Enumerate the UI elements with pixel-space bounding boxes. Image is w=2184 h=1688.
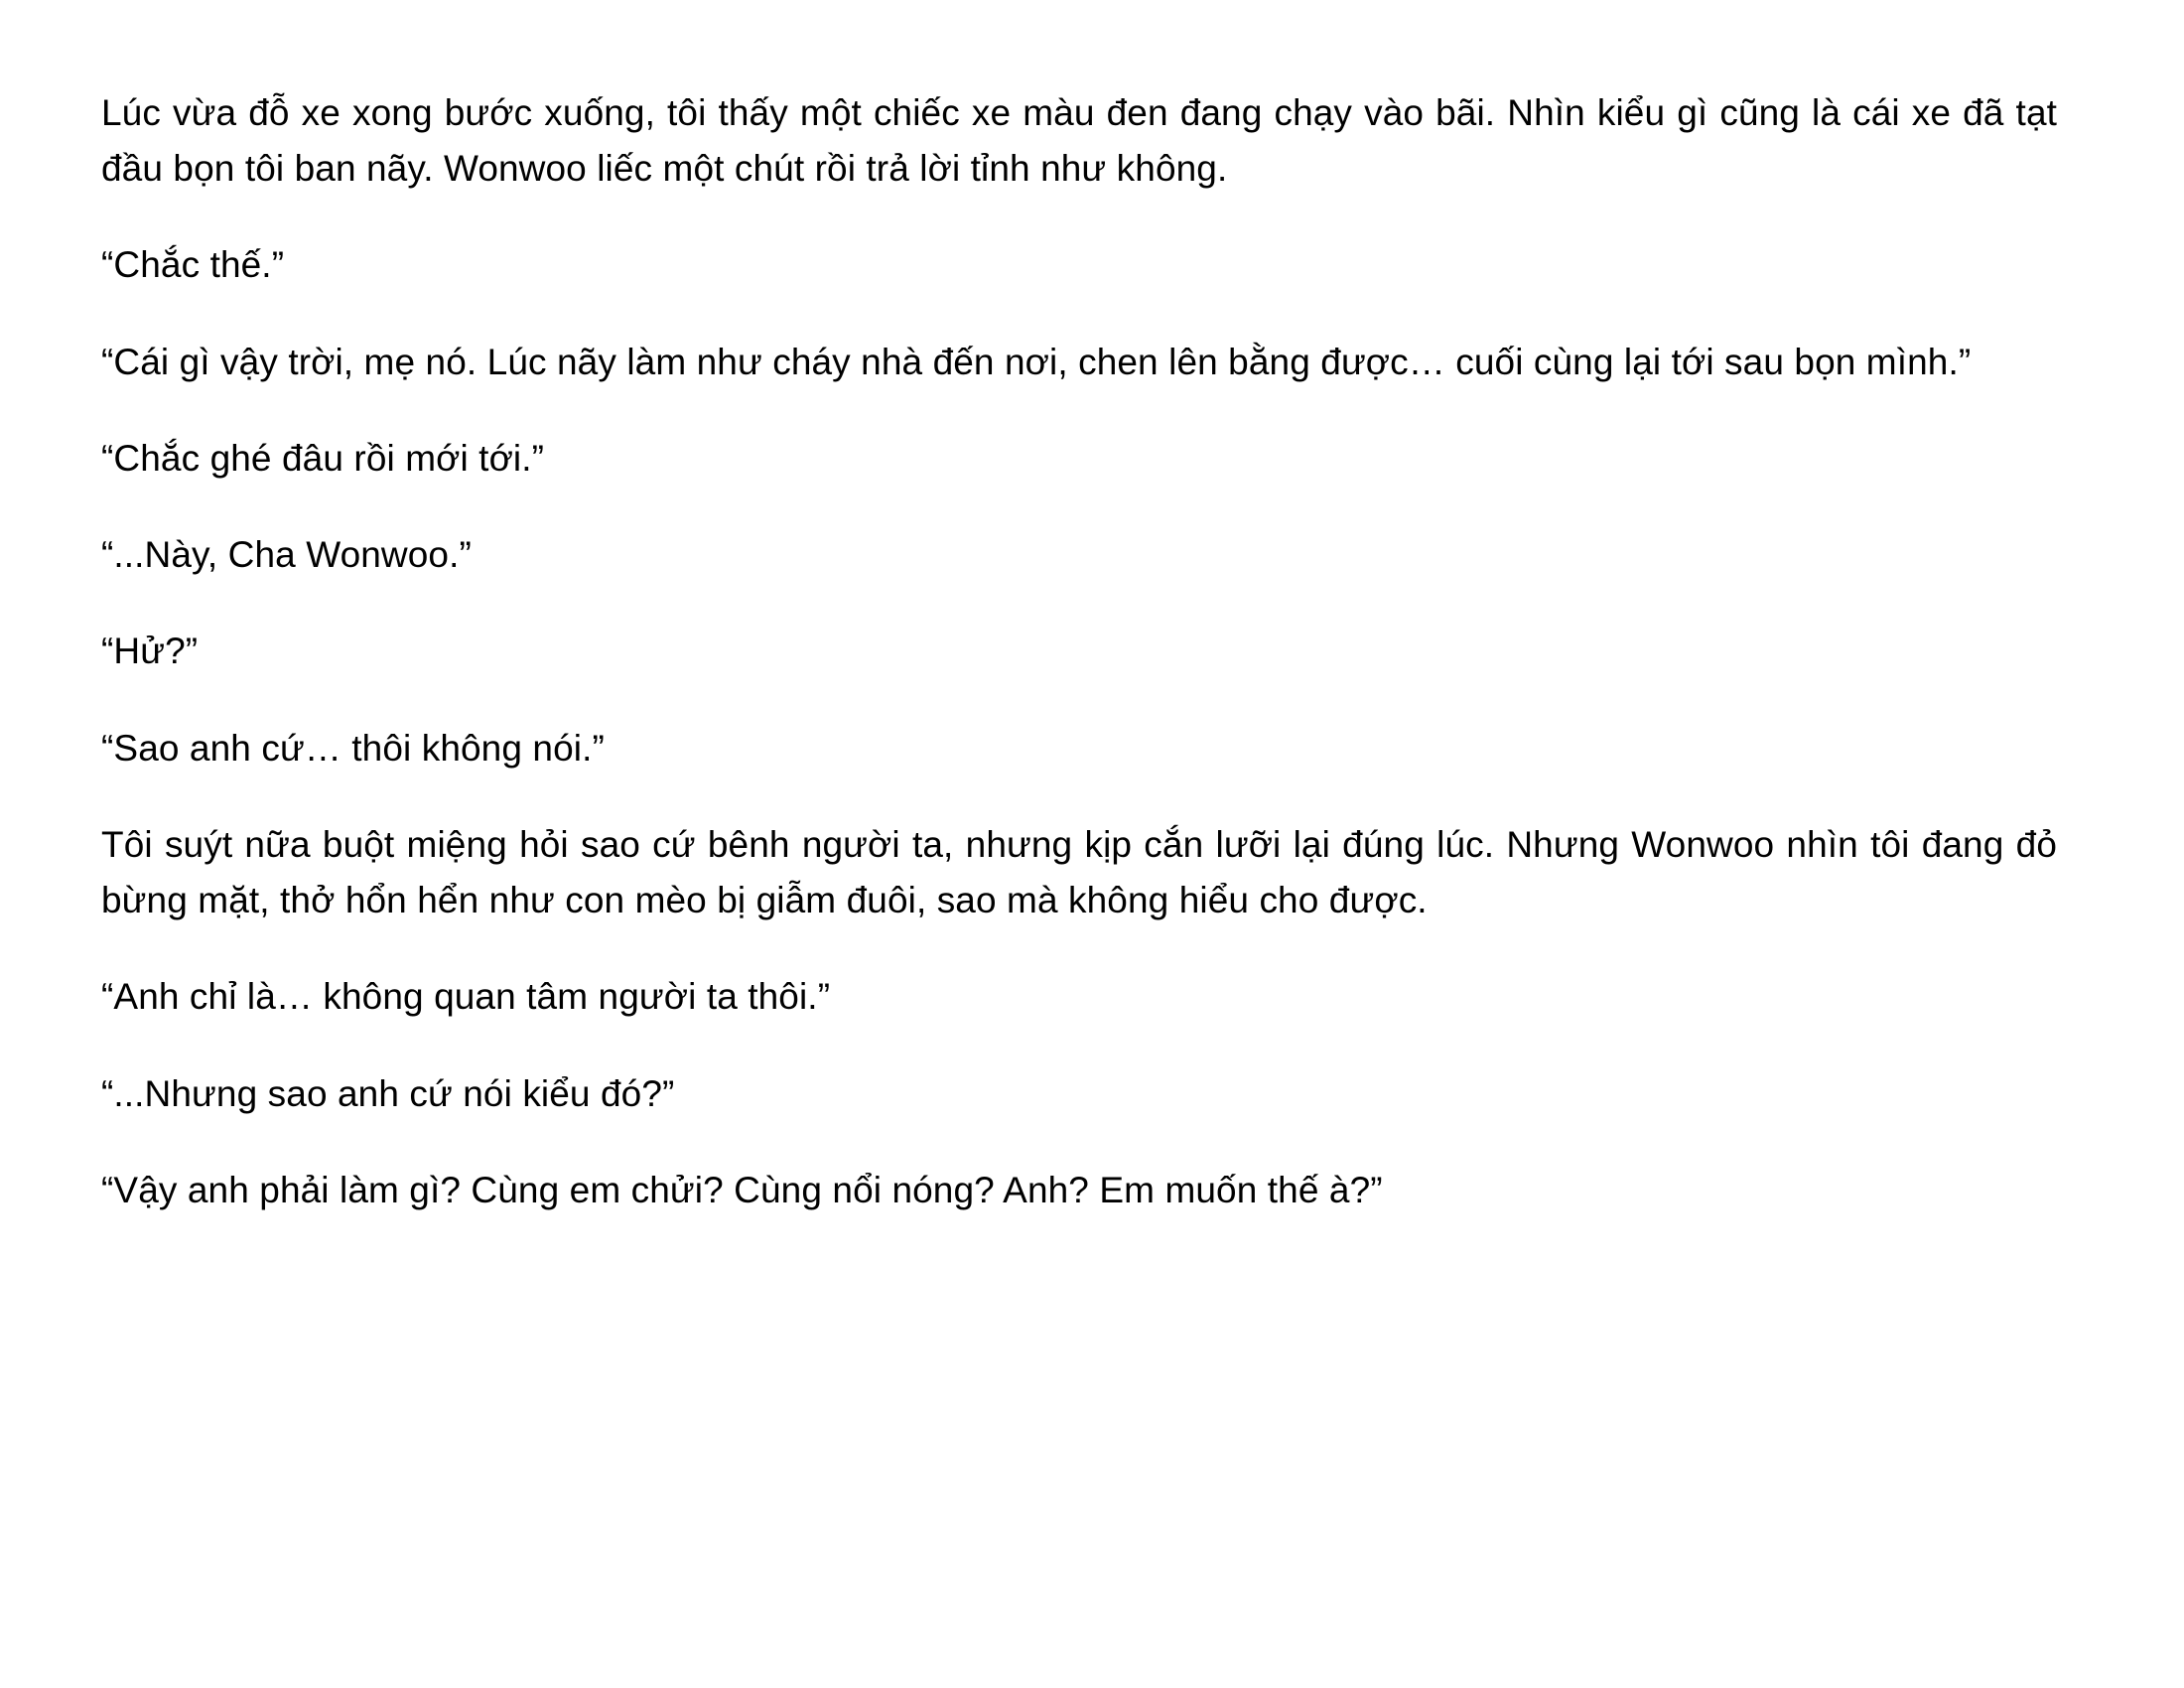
paragraph-4: “Chắc ghé đâu rồi mới tới.” bbox=[101, 437, 545, 479]
paragraph-6: “Hử?” bbox=[101, 631, 199, 672]
document-body bbox=[101, 85, 2057, 1218]
paragraph-1: Lúc vừa đỗ xe xong bước xuống, tôi thấy một chiếc xe màu đen đang chạy vào bãi. Nhìn kiểu gì cũng là cái xe đã tạt đầu bọn tôi ban nãy. Wonwoo liếc một chút rồi trả lời tỉnh như không. bbox=[101, 92, 2057, 190]
paragraph-2: “Chắc thế.” bbox=[101, 244, 285, 286]
paragraph-10: “...Nhưng sao anh cứ nói kiểu đó?” bbox=[101, 1072, 675, 1114]
paragraph-9: “Anh chỉ là… không quan tâm người ta thôi.” bbox=[101, 976, 831, 1018]
paragraph-3: “Cái gì vậy trời, mẹ nó. Lúc nãy làm như cháy nhà đến nơi, chen lên bằng được… cuối cùng lại tới sau bọn mình.” bbox=[101, 341, 1972, 382]
paragraph-8: Tôi suýt nữa buột miệng hỏi sao cứ bênh người ta, nhưng kịp cắn lưỡi lại đúng lúc. Nhưng Wonwoo nhìn tôi đang đỏ bừng mặt, thở hổn hển như con mèo bị giẫm đuôi, sao mà không hiểu cho được. bbox=[101, 823, 2057, 921]
paragraph-11: “Vậy anh phải làm gì? Cùng em chửi? Cùng nổi nóng? Anh? Em muốn thế à?” bbox=[101, 1169, 1383, 1210]
paragraph-5: “...Này, Cha Wonwoo.” bbox=[101, 534, 472, 576]
paragraph-7: “Sao anh cứ… thôi không nói.” bbox=[101, 727, 605, 769]
